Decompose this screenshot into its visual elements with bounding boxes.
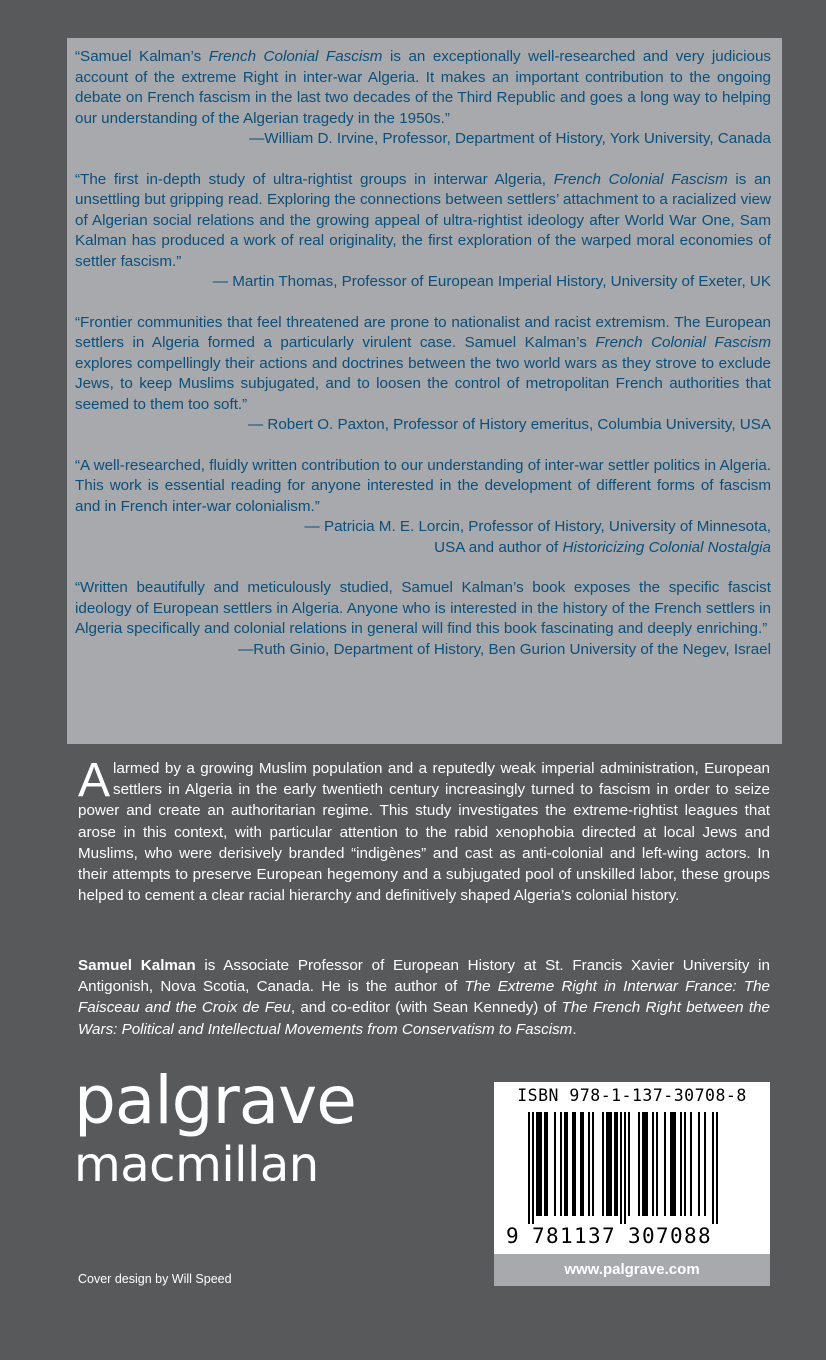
endorsement-quote: “Samuel Kalman’s French Colonial Fascism is an exceptionally well-researched and very judicious account of the extreme Right in inter-war Algeria. It makes an important contribution to the ongoing debate on French fascism in the last two decades of the Third Republic and goes a long way to helping our understanding of the Algerian tragedy in the 1950s.” xyxy=(75,48,772,127)
barcode-bar xyxy=(610,1112,612,1216)
barcode-bar xyxy=(536,1112,538,1216)
barcode-bar xyxy=(592,1112,594,1216)
publisher-website: www.palgrave.com xyxy=(494,1254,770,1286)
barcode-digit: 0 xyxy=(642,1224,655,1248)
barcode-bar xyxy=(716,1112,718,1224)
barcode-digit: 0 xyxy=(670,1224,683,1248)
barcode-bar xyxy=(580,1112,582,1216)
endorsement-quote: “Written beautifully and meticulously studied, Samuel Kalman’s book exposes the specific fascist ideology of European settlers in Algeria. Anyone who is interested in the history of the French settlers in Algeria specifically and colonial relations in general will find this book fascinating and deeply enriching.” xyxy=(75,579,771,637)
barcode-bar xyxy=(638,1112,640,1216)
endorsements-panel xyxy=(67,38,782,744)
barcode-bar xyxy=(646,1112,648,1216)
barcode-digit: 8 xyxy=(546,1224,559,1248)
barcode-bar xyxy=(684,1112,686,1216)
book-description xyxy=(78,754,770,906)
barcode-digit: 8 xyxy=(698,1224,711,1248)
barcode-icon xyxy=(528,1112,738,1224)
description-text: larmed by a growing Muslim population and a reputedly weak imperial administration, European settlers in Algeria in the early twentieth century increasingly turned to fascism in order to seize power and create an authoritarian regime. This study investigates the extreme-rightist leagues that arose in this context, with particular attention to the rabid xenophobia directed at local Jews and Muslims, who were derisively branded “indigènes” and cast as anti-colonial and left-wing actors. In their attempts to preserve European hegemony and a subjugated pool of unskilled labor, these groups helped to cement a clear racial hierarchy and definitively shaped Algeria’s colonial history. xyxy=(78,760,770,905)
barcode-bar xyxy=(672,1112,674,1216)
barcode-bar xyxy=(624,1112,626,1224)
barcode-digit: 8 xyxy=(684,1224,697,1248)
cover-credit: Cover design by Will Speed xyxy=(78,1272,232,1286)
barcode-digits xyxy=(494,1224,770,1254)
barcode-bar xyxy=(608,1112,610,1216)
barcode-bar xyxy=(606,1112,608,1216)
barcode-bar xyxy=(546,1112,548,1216)
barcode-bar xyxy=(566,1112,568,1216)
barcode-digit: 1 xyxy=(574,1224,587,1248)
barcode-bar xyxy=(620,1112,622,1224)
barcode-bar xyxy=(642,1112,644,1216)
endorsement-attribution: — Martin Thomas, Professor of European Imperial History, University of Exeter, UK xyxy=(212,273,771,290)
barcode-digit: 7 xyxy=(656,1224,669,1248)
barcode-digit: 7 xyxy=(602,1224,615,1248)
barcode-bar xyxy=(698,1112,700,1216)
endorsement-3 xyxy=(75,313,771,436)
barcode-digit: 7 xyxy=(532,1224,545,1248)
barcode-bar xyxy=(690,1112,692,1216)
isbn-label: ISBN 978-1-137-30708-8 xyxy=(517,1086,747,1105)
barcode-bar xyxy=(680,1112,682,1216)
barcode-bar xyxy=(560,1112,562,1216)
barcode-bar xyxy=(528,1112,530,1224)
barcode-bar xyxy=(544,1112,546,1216)
publisher-logo-line1: palgrave xyxy=(74,1062,356,1139)
barcode-bar xyxy=(674,1112,676,1216)
barcode-bar xyxy=(602,1112,604,1216)
barcode-bar xyxy=(564,1112,566,1216)
barcode-bar xyxy=(704,1112,706,1216)
barcode-bar xyxy=(652,1112,654,1216)
barcode-digit: 3 xyxy=(628,1224,641,1248)
endorsement-attribution: — Robert O. Paxton, Professor of History emeritus, Columbia University, USA xyxy=(247,416,771,433)
endorsement-5 xyxy=(75,578,771,660)
endorsement-attribution: —William D. Irvine, Professor, Department of History, York University, Canada xyxy=(249,130,771,147)
barcode-bar xyxy=(614,1112,616,1216)
drop-cap: A xyxy=(78,754,111,807)
publisher-logo xyxy=(74,1062,356,1193)
isbn-barcode-box xyxy=(494,1082,770,1286)
barcode-bar xyxy=(664,1112,666,1216)
barcode-bar xyxy=(644,1112,646,1216)
barcode-bar xyxy=(656,1112,658,1216)
barcode-bar xyxy=(574,1112,576,1216)
barcode-bar xyxy=(554,1112,556,1216)
barcode-bar xyxy=(712,1112,714,1224)
barcode-digit: 3 xyxy=(588,1224,601,1248)
barcode-bar xyxy=(670,1112,672,1216)
author-bio: Samuel Kalman is Associate Professor of European History at St. Francis Xavier University in Antigonish, Nova Scotia, Canada. He is the author of The Extreme Right in Interwar France: The Faisceau and the Croix de Feu, and co-editor (with Sean Kennedy) of The French Right between the Wars: Political and Intellectual Movements from Conservatism to Fascism. xyxy=(78,957,770,1038)
barcode-bar xyxy=(588,1112,590,1216)
endorsement-attribution: — Patricia M. E. Lorcin, Professor of History, University of Minnesota, USA and author of Historicizing Colonial Nostalgia xyxy=(304,518,771,556)
barcode-bar xyxy=(540,1112,542,1216)
endorsement-attribution: —Ruth Ginio, Department of History, Ben Gurion University of the Negev, Israel xyxy=(238,640,771,658)
barcode-bar xyxy=(572,1112,574,1216)
barcode-digit: 9 xyxy=(506,1224,519,1248)
endorsement-quote: “A well-researched, fluidly written contribution to our understanding of inter-war settler politics in Algeria. This work is essential reading for anyone interested in the development of different forms of fascism and in French inter-war colonialism.” xyxy=(75,456,771,515)
endorsement-2 xyxy=(75,170,771,293)
endorsement-quote: “The first in-depth study of ultra-rightist groups in interwar Algeria, French Colonial Fascism is an unsettling but gripping read. Exploring the connections between settlers’ attachment to a racialized view of Algerian social relations and the growing appeal of ultra-rightist ideology after World War One, Sam Kalman has produced a work of real originality, the first exploration of the warped moral economies of settler fascism.” xyxy=(75,170,771,270)
endorsement-4 xyxy=(75,456,771,559)
endorsement-quote: “Frontier communities that feel threatened are prone to nationalist and racist extremism. The European settlers in Algeria formed a particularly virulent case. Samuel Kalman’s French Colonial Fascism explores compellingly their actions and doctrines between the two world wars as they strove to exclude Jews, to keep Muslims subjugated, and to loosen the control of metropolitan French authorities that seemed to them too soft.” xyxy=(75,313,771,413)
publisher-logo-line2: macmillan xyxy=(74,1137,319,1193)
barcode-bar xyxy=(582,1112,584,1216)
barcode-bar xyxy=(628,1112,630,1216)
barcode-bar xyxy=(538,1112,540,1216)
barcode-bar xyxy=(532,1112,534,1224)
barcode-digit: 1 xyxy=(560,1224,573,1248)
endorsement-1 xyxy=(75,47,771,150)
barcode-bar xyxy=(616,1112,618,1216)
